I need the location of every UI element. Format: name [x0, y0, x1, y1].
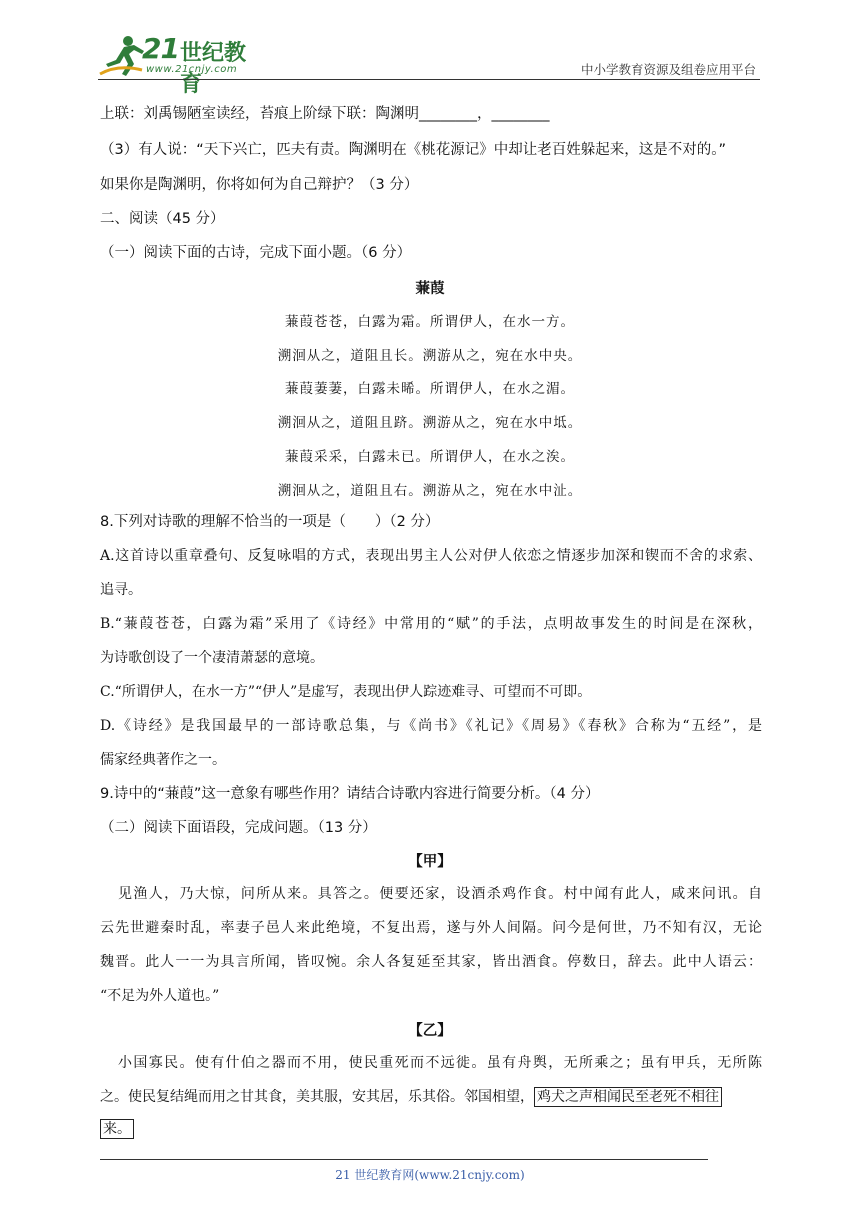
passage-jia-line: 魏晋。此人一一为具言所闻，皆叹惋。余人各复延至其家，皆出酒食。停数日，辞去。此中人语云： [100, 954, 762, 970]
passage-yi-line: 小国寡民。使有什伯之器而不用，使民重死而不远徙。虽有舟舆，无所乘之；虽有甲兵，无所陈 [118, 1055, 762, 1071]
page-header [98, 30, 760, 97]
poem-title: 蒹葭 [415, 281, 445, 297]
option-b-line2: 为诗歌创设了一个凄清萧瑟的意境。 [100, 650, 324, 666]
option-a-line1: A.这首诗以重章叠句、反复咏唱的方式，表现出男主人公对伊人依恋之情逐步加深和锲而不舍的求索、 [100, 548, 762, 564]
part-2-heading: （二）阅读下面语段，完成问题。（13 分） [100, 820, 377, 836]
question-3-line2: 如果你是陶渊明，你将如何为自己辩护？（3 分） [100, 177, 419, 193]
passage-yi-line [100, 1087, 762, 1107]
poem-line: 蒹葭采采，白露未已。所谓伊人，在水之涘。 [285, 449, 575, 465]
passage-jia-title: 【甲】 [408, 854, 452, 870]
logo-number: 21 [142, 32, 179, 65]
logo-text: 世纪教育 [180, 41, 247, 97]
option-d-line2: 儒家经典著作之一。 [100, 752, 226, 768]
option-c: C.“所谓伊人，在水一方”“伊人”是虚写，表现出伊人踪迹难寻、可望而不可即。 [100, 684, 592, 700]
part-1-heading: （一）阅读下面的古诗，完成下面小题。（6 分） [100, 245, 412, 261]
couplet-line: 上联：刘禹锡陋室读经，苔痕上阶绿下联：陶渊明________，________ [100, 106, 550, 122]
passage-jia-line: 见渔人，乃大惊，问所从来。具答之。便要还家，设酒杀鸡作食。村中闻有此人，咸来问讯。自 [118, 886, 762, 902]
poem-line: 蒹葭苍苍，白露为霜。所谓伊人，在水一方。 [285, 314, 575, 330]
option-d-line1: D.《诗经》是我国最早的一部诗歌总集，与《尚书》《礼记》《周易》《春秋》合称为“五经”，是 [100, 718, 762, 734]
passage-yi-title: 【乙】 [408, 1023, 452, 1039]
platform-tagline: 中小学教育资源及组卷应用平台 [580, 62, 756, 77]
poem-line: 蒹葭萋萋，白露未晞。所谓伊人，在水之湄。 [285, 381, 575, 397]
footer-divider [100, 1159, 708, 1160]
header-divider [98, 79, 760, 80]
boxed-sentence: 鸡犬之声相闻民至老死不相往 [534, 1087, 722, 1107]
section-2-title: 二、阅读（45 分） [100, 211, 225, 227]
footer-text: 21 世纪教育网(www.21cnjy.com) [335, 1168, 525, 1182]
passage-jia-line: 云先世避秦时乱，率妻子邑人来此绝境，不复出焉，遂与外人间隔。问今是何世，乃不知有汉，无论 [100, 920, 762, 936]
passage-jia-line: “不足为外人道也。” [100, 988, 220, 1004]
question-8-stem: 8.下列对诗歌的理解不恰当的一项是（ ）（2 分） [100, 514, 440, 530]
question-9: 9.诗中的“蒹葭”这一意象有哪些作用？请结合诗歌内容进行简要分析。（4 分） [100, 786, 600, 802]
option-a-line2: 追寻。 [100, 582, 142, 598]
poem-line: 溯洄从之，道阻且跻。溯游从之，宛在水中坻。 [277, 415, 583, 431]
passage-yi-text: 之。使民复结绳而用之甘其食，美其服，安其居，乐其俗。邻国相望， [100, 1089, 534, 1105]
runner-logo-icon [98, 34, 146, 78]
boxed-sentence-end: 来。 [100, 1119, 134, 1139]
poem-line: 溯洄从之，道阻且右。溯游从之，宛在水中沚。 [277, 483, 583, 499]
passage-yi-line [100, 1119, 762, 1139]
logo-url: www.21cnjy.com [146, 64, 238, 75]
question-3-line1: （3）有人说：“天下兴亡，匹夫有责。陶渊明在《桃花源记》中却让老百姓躲起来，这是不对的。” [100, 142, 726, 158]
poem-line: 溯洄从之，道阻且长。溯游从之，宛在水中央。 [277, 348, 583, 364]
option-b-line1: B.“蒹葭苍苍，白露为霜”采用了《诗经》中常用的“赋”的手法，点明故事发生的时间是在深秋， [100, 616, 762, 632]
site-logo [98, 32, 258, 97]
